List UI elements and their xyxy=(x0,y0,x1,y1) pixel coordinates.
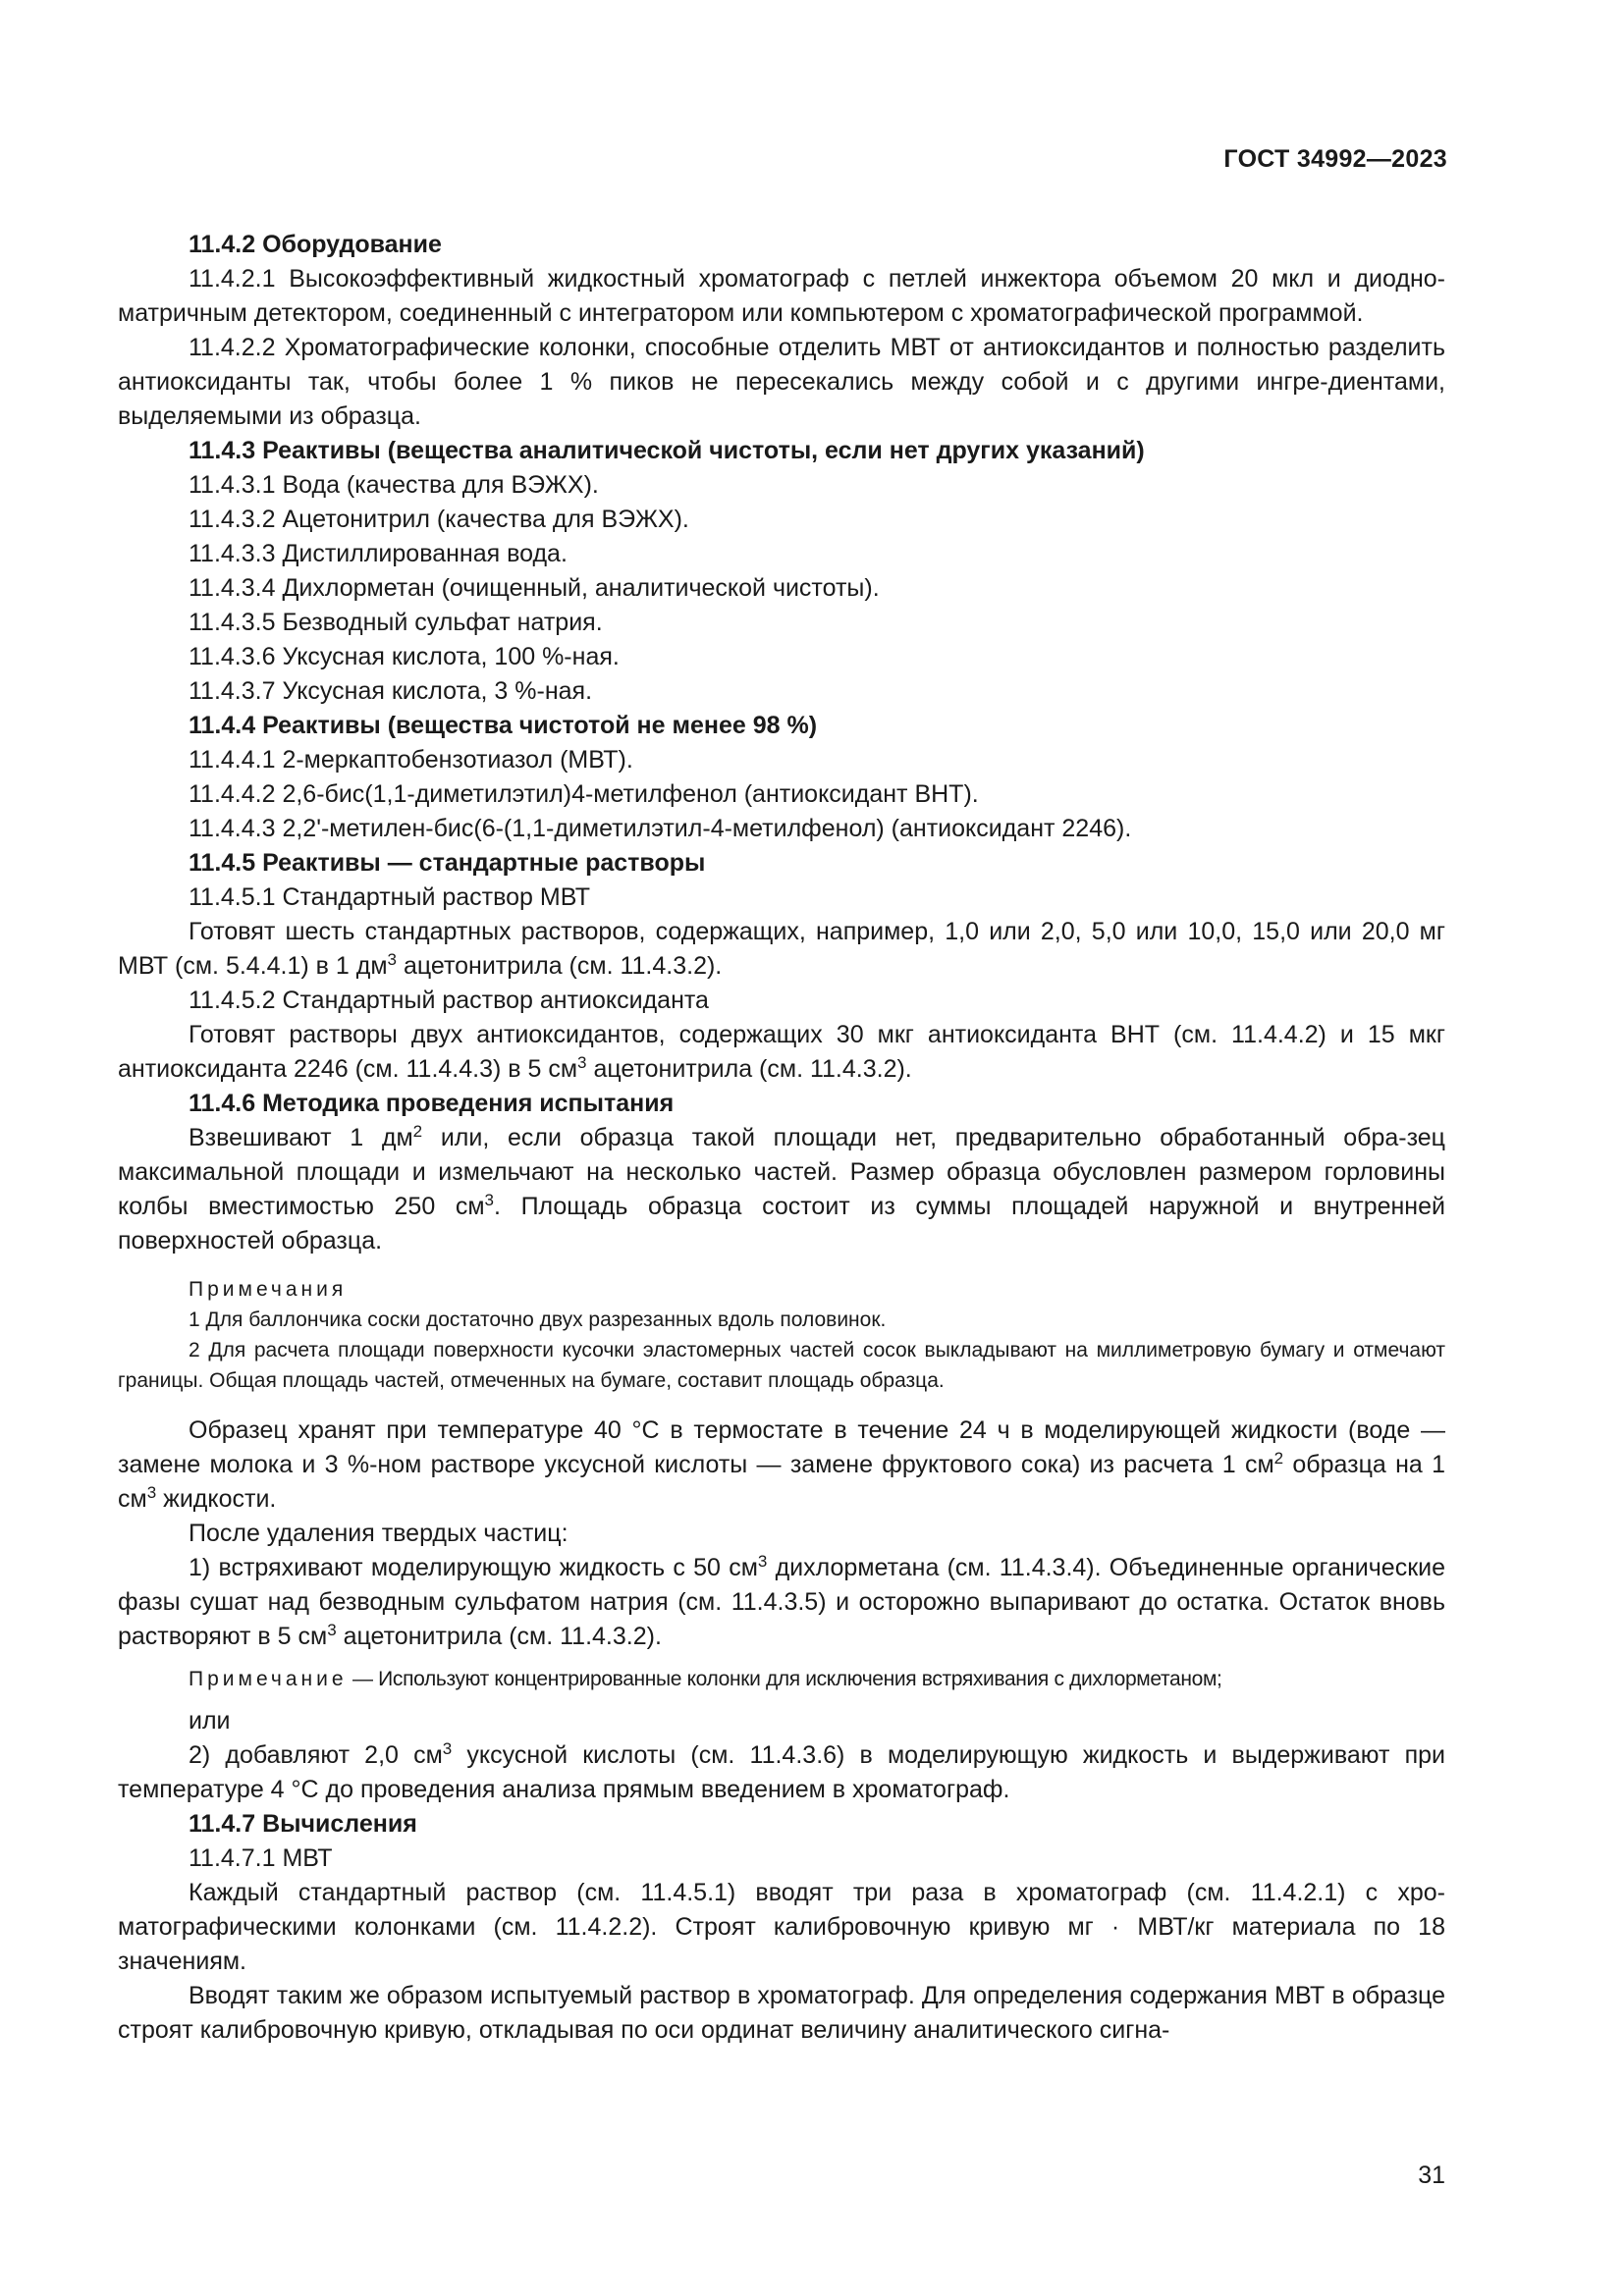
superscript: 2 xyxy=(1273,1449,1284,1468)
section-heading: 11.4.7 Вычисления xyxy=(189,1810,417,1838)
document-body xyxy=(118,228,1445,2048)
paragraph: 11.4.4.2 2,6-бис(1,1-диметилэтил)4-метилфенол (антиоксидант ВНТ). xyxy=(189,780,979,808)
paragraph: Вводят таким же образом испытуемый раствор в хроматограф. Для определения содержания МВТ в образце строят калибровочную кривую, откладывая по оси ординат величину аналитического сигна- xyxy=(118,1982,1445,2044)
text-run: дихлорметана (см. 11.4.3.4). Объединенные органические фазы сушат над безводным сульфатом натрия (см. 11.4.3.5) и осторожно выпаривают до остатка. Остаток вновь растворяют в 5 см xyxy=(118,1554,1445,1650)
text-run: Взвешивают 1 дм xyxy=(189,1124,413,1151)
text-run: 1) встряхивают моделирующую жидкость с 50 см xyxy=(189,1554,758,1581)
superscript: 3 xyxy=(146,1483,157,1502)
superscript: 3 xyxy=(327,1621,337,1639)
inline-note xyxy=(118,1664,1445,1694)
text-run: ацетонитрила (см. 11.4.3.2). xyxy=(336,1623,662,1650)
paragraph xyxy=(118,1018,1445,1087)
inline-note-text: — Используют концентрированные колонки для исключения встряхивания с дихлорметаном; xyxy=(347,1668,1222,1690)
superscript: 3 xyxy=(387,950,397,969)
paragraph: 11.4.4.1 2-меркаптобензотиазол (МВТ). xyxy=(189,746,633,774)
note-item: 2 Для расчета площади поверхности кусочки эластомерных частей сосок выкладывают на миллиметровую бумагу и отмечают границы. Общая площадь частей, отмеченных на бумаге, составит площадь образца. xyxy=(118,1339,1445,1392)
paragraph: 11.4.3.4 Дихлорметан (очищенный, аналитической чистоты). xyxy=(189,574,880,602)
paragraph: 11.4.3.7 Уксусная кислота, 3 %-ная. xyxy=(189,677,593,705)
text-run: уксусной кислоты (см. 11.4.3.6) в моделирующую жидкость и выдерживают при температуре 4 °С до проведения анализа прямым введением в хроматограф. xyxy=(118,1741,1445,1803)
text-run: . Площадь образца состоит из суммы площадей наружной и внутренней поверхностей образца. xyxy=(118,1193,1445,1255)
paragraph: или xyxy=(189,1707,231,1735)
paragraph: 11.4.7.1 МВТ xyxy=(189,1844,333,1872)
paragraph: 11.4.3.3 Дистиллированная вода. xyxy=(189,540,568,567)
paragraph: 11.4.3.6 Уксусная кислота, 100 %-ная. xyxy=(189,643,620,670)
section-heading: 11.4.6 Методика проведения испытания xyxy=(189,1090,675,1117)
text-run: или, если образца такой площади нет, предварительно обработанный обра-зец максимальной площади и измельчают на несколько частей. Размер образца обусловлен размером горловины колбы вместимостью 250 см xyxy=(118,1124,1445,1220)
paragraph: 11.4.2.1 Высокоэффективный жидкостный хроматограф с петлей инжектора объемом 20 мкл и диодно-матричным детектором, соединенный с интегратором или компьютером с хроматографической программой. xyxy=(118,265,1445,327)
paragraph xyxy=(118,915,1445,984)
text-run: жидкости. xyxy=(156,1485,277,1513)
page-number: 31 xyxy=(1418,2162,1445,2189)
text-run: Образец хранят при температуре 40 °С в термостате в течение 24 ч в моделирующей жидкости (воде — замене молока и 3 %-ном растворе уксусной кислоты — замене фруктового сока) из расчета 1 см xyxy=(118,1416,1445,1478)
superscript: 3 xyxy=(484,1191,494,1209)
paragraph: 11.4.2.2 Хроматографические колонки, способные отделить МВТ от антиоксидантов и полностью разделить антиоксиданты так, чтобы более 1 % пиков не пересекались между собой и с другими ингре-диентами, выделяемыми из образца. xyxy=(118,334,1445,430)
paragraph: 11.4.3.5 Безводный сульфат натрия. xyxy=(189,609,603,636)
text-run: Готовят растворы двух антиоксидантов, содержащих 30 мкг антиоксиданта ВНТ (см. 11.4.4.2) и 15 мкг антиоксиданта 2246 (см. 11.4.4.3) в 5 см xyxy=(118,1021,1445,1083)
paragraph: 11.4.5.2 Стандартный раствор антиоксиданта xyxy=(189,987,709,1014)
paragraph xyxy=(118,1551,1445,1654)
paragraph: После удаления твердых частиц: xyxy=(189,1520,568,1547)
inline-note-label: Примечание xyxy=(189,1668,348,1690)
text-run: ацетонитрила (см. 11.4.3.2). xyxy=(397,952,723,980)
section-heading: 11.4.5 Реактивы — стандартные растворы xyxy=(189,849,706,877)
paragraph xyxy=(118,1414,1445,1517)
note-item: 1 Для баллончика соски достаточно двух разрезанных вдоль половинок. xyxy=(189,1308,887,1331)
notes-title: Примечания xyxy=(189,1278,348,1301)
section-heading: 11.4.2 Оборудование xyxy=(189,231,442,258)
paragraph: 11.4.3.2 Ацетонитрил (качества для ВЭЖХ). xyxy=(189,506,689,533)
text-run: Готовят шесть стандартных растворов, содержащих, например, 1,0 или 2,0, 5,0 или 10,0, 15,0 или 20,0 мг МВТ (см. 5.4.4.1) в 1 дм xyxy=(118,918,1445,980)
superscript: 3 xyxy=(757,1552,768,1571)
paragraph: 11.4.4.3 2,2'-метилен-бис(6-(1,1-диметилэтил-4-метилфенол) (антиоксидант 2246). xyxy=(189,815,1132,842)
spacer xyxy=(118,1396,1445,1414)
text-run: ацетонитрила (см. 11.4.3.2). xyxy=(586,1055,912,1083)
paragraph: 11.4.5.1 Стандартный раствор МВТ xyxy=(189,883,590,911)
section-heading: 11.4.4 Реактивы (вещества чистотой не менее 98 %) xyxy=(189,712,818,739)
paragraph xyxy=(118,1121,1445,1258)
paragraph: Каждый стандартный раствор (см. 11.4.5.1) вводят три раза в хроматограф (см. 11.4.2.1) с хро-матографическими колонками (см. 11.4.2.2). Строят калибровочную кривую мг · МВТ/кг материала по 18 значениям. xyxy=(118,1879,1445,1975)
paragraph: 11.4.3.1 Вода (качества для ВЭЖХ). xyxy=(189,471,599,499)
superscript: 3 xyxy=(577,1053,587,1072)
document-code: ГОСТ 34992—2023 xyxy=(1223,145,1447,173)
text-run: 2) добавляют 2,0 см xyxy=(189,1741,443,1769)
superscript: 2 xyxy=(412,1122,423,1141)
superscript: 3 xyxy=(442,1739,453,1758)
text-run: образца на 1 см xyxy=(118,1451,1445,1513)
section-heading: 11.4.3 Реактивы (вещества аналитической чистоты, если нет других указаний) xyxy=(189,437,1145,464)
paragraph xyxy=(118,1738,1445,1807)
